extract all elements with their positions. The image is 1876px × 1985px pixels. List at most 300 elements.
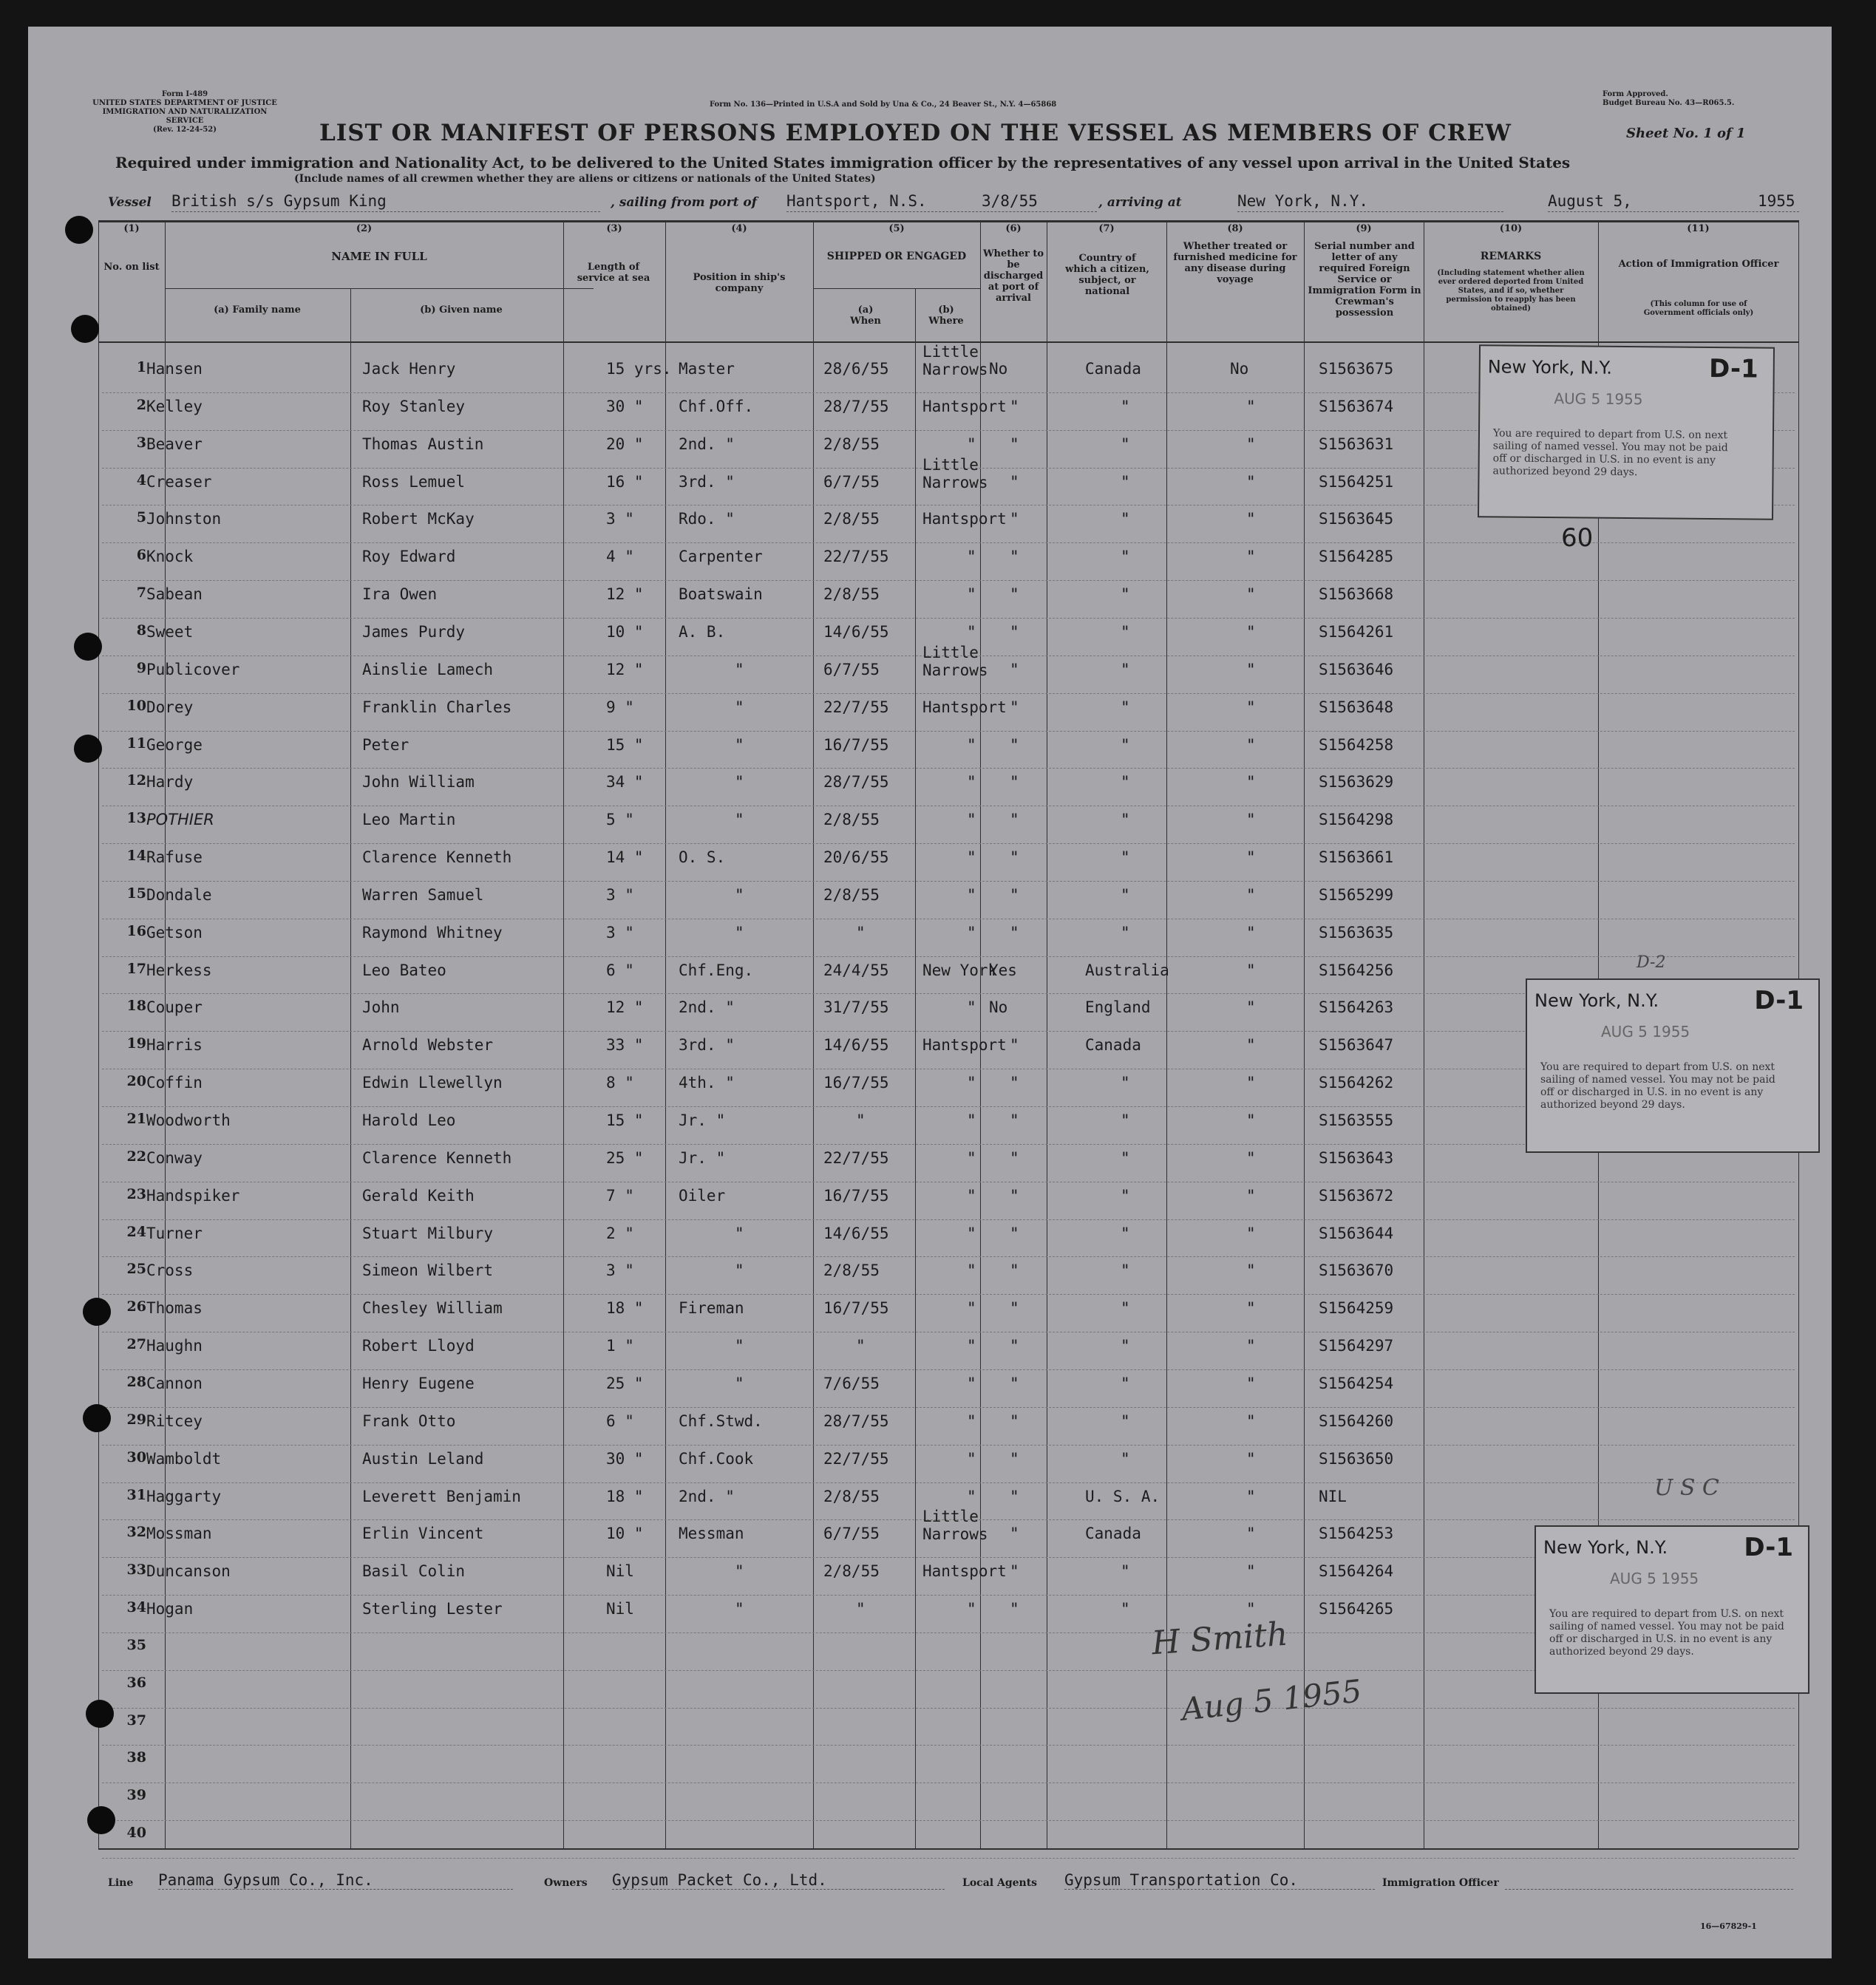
length-of-service: 7 " bbox=[606, 1186, 634, 1205]
country: " bbox=[1121, 1412, 1130, 1430]
position: Jr. " bbox=[679, 1148, 726, 1167]
country: " bbox=[1121, 1148, 1130, 1167]
position: Messman bbox=[679, 1525, 744, 1543]
row-number: 5 bbox=[136, 509, 146, 526]
row-number: 23 bbox=[126, 1185, 146, 1202]
shipped-where: " bbox=[967, 885, 976, 904]
discharged: Yes bbox=[989, 961, 1017, 979]
length-of-service: 1 " bbox=[606, 1337, 634, 1355]
page-subtitle-note: (Include names of all crewmen whether they are aliens or citizens or nationals of the United States) bbox=[294, 173, 876, 185]
row-number: 22 bbox=[126, 1148, 146, 1165]
medicine: " bbox=[1246, 1111, 1256, 1129]
country: " bbox=[1121, 660, 1130, 678]
shipped-when: 22/7/55 bbox=[823, 548, 889, 566]
shipped-when: " bbox=[856, 1600, 866, 1618]
medicine: " bbox=[1246, 1487, 1256, 1505]
header-length-of-service: Length of service at sea bbox=[577, 262, 650, 284]
country: " bbox=[1121, 1449, 1130, 1468]
row-number: 19 bbox=[126, 1035, 146, 1052]
row-number: 7 bbox=[136, 585, 146, 602]
row-number: 21 bbox=[126, 1111, 146, 1127]
position: " bbox=[735, 811, 744, 829]
family-name: Beaver bbox=[146, 435, 203, 453]
discharged: " bbox=[1010, 1074, 1019, 1092]
col-num-5: (5) bbox=[888, 223, 905, 234]
stamp-text: You are required to depart from U.S. on next sailing of named vessel. You may not be paid off or discharged in U.S. in no event is any authorized beyond 29 days. bbox=[1540, 1061, 1775, 1111]
discharged: " bbox=[1010, 1562, 1019, 1581]
row-divider bbox=[102, 843, 1795, 844]
discharged: " bbox=[1010, 1525, 1019, 1543]
position: 3rd. " bbox=[679, 1036, 735, 1055]
given-name: Robert McKay bbox=[362, 510, 475, 528]
row-number: 34 bbox=[126, 1599, 146, 1616]
family-name: Getson bbox=[146, 923, 203, 942]
given-name: Gerald Keith bbox=[362, 1186, 475, 1205]
discharged: " bbox=[1010, 885, 1019, 904]
discharged: " bbox=[1010, 1374, 1019, 1392]
row-divider bbox=[102, 542, 1795, 543]
shipped-when: 2/8/55 bbox=[823, 585, 880, 604]
owners-label: Owners bbox=[544, 1877, 588, 1889]
stamp-code: D-1 bbox=[1744, 1533, 1793, 1562]
arriving-port: New York, N.Y. bbox=[1237, 192, 1369, 210]
shipped-when: 2/8/55 bbox=[823, 885, 880, 904]
length-of-service: 18 " bbox=[606, 1487, 644, 1505]
punch-hole bbox=[83, 1298, 111, 1326]
row-number: 18 bbox=[126, 998, 146, 1015]
medicine: " bbox=[1246, 698, 1256, 716]
col-num-1: (1) bbox=[123, 223, 140, 234]
row-divider bbox=[102, 1745, 1795, 1746]
serial-number: S1563644 bbox=[1319, 1224, 1394, 1242]
medicine: " bbox=[1246, 1186, 1256, 1205]
printer-notice: Form No. 136—Printed in U.S.A and Sold by Una & Co., 24 Beaver St., N.Y. 4—65868 bbox=[710, 101, 1057, 109]
position: A. B. bbox=[679, 622, 726, 641]
country: " bbox=[1121, 548, 1130, 566]
medicine: " bbox=[1246, 660, 1256, 678]
row-number: 30 bbox=[126, 1448, 146, 1465]
discharged: " bbox=[1010, 1487, 1019, 1505]
country: " bbox=[1121, 397, 1130, 415]
page-subtitle: Required under immigration and Nationality Act, to be delivered to the United States immigration officer by the representatives of any vessel upon arrival in the United States bbox=[115, 154, 1571, 171]
family-name: Conway bbox=[146, 1148, 203, 1167]
medicine: " bbox=[1246, 1299, 1256, 1318]
shipped-where: Little Narrows bbox=[922, 643, 988, 679]
medicine: " bbox=[1246, 1074, 1256, 1092]
discharged: " bbox=[1010, 397, 1019, 415]
medicine: " bbox=[1246, 773, 1256, 791]
signature-date: Aug 5 1955 bbox=[1180, 1672, 1364, 1728]
position: " bbox=[735, 1562, 744, 1581]
medicine: " bbox=[1246, 1148, 1256, 1167]
serial-number: S1564265 bbox=[1319, 1600, 1394, 1618]
serial-number: S1563668 bbox=[1319, 585, 1394, 604]
medicine: " bbox=[1246, 735, 1256, 754]
medicine: " bbox=[1246, 998, 1256, 1017]
shipped-when: 14/6/55 bbox=[823, 622, 889, 641]
serial-number: S1564251 bbox=[1319, 472, 1394, 491]
shipped-when: 16/7/55 bbox=[823, 735, 889, 754]
shipped-when: 22/7/55 bbox=[823, 698, 889, 716]
given-name: Thomas Austin bbox=[362, 435, 484, 453]
medicine: " bbox=[1246, 585, 1256, 604]
family-name: Coffin bbox=[146, 1074, 203, 1092]
family-name: Wamboldt bbox=[146, 1449, 222, 1468]
given-name: Leverett Benjamin bbox=[362, 1487, 521, 1505]
position: " bbox=[735, 923, 744, 942]
position: " bbox=[735, 1600, 744, 1618]
country: " bbox=[1121, 1074, 1130, 1092]
shipped-when: 2/8/55 bbox=[823, 811, 880, 829]
row-divider bbox=[102, 580, 1795, 581]
shipped-when: 6/7/55 bbox=[823, 660, 880, 678]
row-divider bbox=[102, 1445, 1795, 1446]
shipped-when: 28/6/55 bbox=[823, 360, 889, 378]
serial-number: S1564297 bbox=[1319, 1337, 1394, 1355]
row-number: 9 bbox=[136, 659, 146, 676]
punch-hole bbox=[65, 216, 93, 244]
row-divider bbox=[102, 956, 1795, 957]
given-name: Clarence Kenneth bbox=[362, 1148, 512, 1167]
family-name: Couper bbox=[146, 998, 203, 1017]
serial-number: S1564298 bbox=[1319, 811, 1394, 829]
given-name: Simeon Wilbert bbox=[362, 1262, 494, 1280]
family-name: Woodworth bbox=[146, 1111, 231, 1129]
position: " bbox=[735, 1337, 744, 1355]
discharged: " bbox=[1010, 1224, 1019, 1242]
serial-number: S1563647 bbox=[1319, 1036, 1394, 1055]
given-name: Arnold Webster bbox=[362, 1036, 494, 1055]
country: " bbox=[1121, 1562, 1130, 1581]
row-number: 29 bbox=[126, 1411, 146, 1428]
medicine: " bbox=[1246, 923, 1256, 942]
row-divider bbox=[102, 693, 1795, 694]
col-num-11: (11) bbox=[1687, 223, 1710, 234]
family-name: Ritcey bbox=[146, 1412, 203, 1430]
row-number: 15 bbox=[126, 885, 146, 902]
stamp-text: You are required to depart from U.S. on next sailing of named vessel. You may not be paid off or discharged in U.S. in no event is any authorized beyond 29 days. bbox=[1492, 427, 1728, 479]
given-name: Harold Leo bbox=[362, 1111, 456, 1129]
handwritten-usc: U S C bbox=[1654, 1475, 1719, 1501]
length-of-service: 10 " bbox=[606, 1525, 644, 1543]
row-number: 1 bbox=[136, 359, 146, 375]
given-name: Robert Lloyd bbox=[362, 1337, 475, 1355]
service-name: IMMIGRATION AND NATURALIZATION SERVICE bbox=[102, 108, 268, 125]
shipped-when: 24/4/55 bbox=[823, 961, 889, 979]
medicine: " bbox=[1246, 961, 1256, 979]
form-header-left bbox=[89, 90, 281, 135]
row-number: 37 bbox=[126, 1712, 146, 1729]
header-given-name: (b) Given name bbox=[420, 304, 503, 316]
serial-number: S1563629 bbox=[1319, 773, 1394, 791]
header-when: (a) When bbox=[850, 304, 881, 327]
shipped-where: " bbox=[967, 1374, 976, 1392]
position: O. S. bbox=[679, 848, 726, 867]
length-of-service: 30 " bbox=[606, 397, 644, 415]
family-name: Kelley bbox=[146, 397, 203, 415]
position: Rdo. " bbox=[679, 510, 735, 528]
discharged: " bbox=[1010, 1186, 1019, 1205]
given-name: Roy Edward bbox=[362, 548, 456, 566]
given-name: Edwin Llewellyn bbox=[362, 1074, 503, 1092]
country: Australia bbox=[1085, 961, 1169, 979]
shipped-where: Little Narrows bbox=[922, 343, 988, 378]
length-of-service: 8 " bbox=[606, 1074, 634, 1092]
medicine: " bbox=[1246, 397, 1256, 415]
given-name: Roy Stanley bbox=[362, 397, 466, 415]
row-number: 3 bbox=[136, 434, 146, 451]
shipped-when: 2/8/55 bbox=[823, 1487, 880, 1505]
family-name: Hansen bbox=[146, 360, 203, 378]
position: Fireman bbox=[679, 1299, 744, 1318]
position: Chf.Stwd. bbox=[679, 1412, 763, 1430]
position: 2nd. " bbox=[679, 1487, 735, 1505]
length-of-service: 18 " bbox=[606, 1299, 644, 1318]
country: " bbox=[1121, 773, 1130, 791]
discharged: " bbox=[1010, 1449, 1019, 1468]
arrival-year: 1955 bbox=[1758, 192, 1795, 210]
row-number: 24 bbox=[126, 1223, 146, 1240]
family-name: Publicover bbox=[146, 660, 240, 678]
manifest-sheet bbox=[28, 27, 1832, 1958]
length-of-service: 3 " bbox=[606, 885, 634, 904]
row-number: 33 bbox=[126, 1562, 146, 1579]
length-of-service: 6 " bbox=[606, 961, 634, 979]
shipped-when: 22/7/55 bbox=[823, 1449, 889, 1468]
family-name: Creaser bbox=[146, 472, 212, 491]
serial-number: S1564263 bbox=[1319, 998, 1394, 1017]
shipped-where: " bbox=[967, 811, 976, 829]
serial-number: S1564285 bbox=[1319, 548, 1394, 566]
arrival-date: August 5, bbox=[1548, 192, 1632, 210]
family-name: POTHIER bbox=[146, 811, 214, 829]
position: " bbox=[735, 1374, 744, 1392]
country: " bbox=[1121, 923, 1130, 942]
shipped-when: " bbox=[856, 923, 866, 942]
row-divider bbox=[102, 1407, 1795, 1408]
row-divider bbox=[102, 618, 1795, 619]
serial-number: S1564262 bbox=[1319, 1074, 1394, 1092]
row-number: 4 bbox=[136, 471, 146, 488]
line-value: Panama Gypsum Co., Inc. bbox=[158, 1871, 373, 1889]
length-of-service: 6 " bbox=[606, 1412, 634, 1430]
discharged: " bbox=[1010, 622, 1019, 641]
family-name: Thomas bbox=[146, 1299, 203, 1318]
shipped-when: 31/7/55 bbox=[823, 998, 889, 1017]
immigration-stamp bbox=[1535, 1525, 1809, 1694]
family-name: Turner bbox=[146, 1224, 203, 1242]
serial-number: S1563648 bbox=[1319, 698, 1394, 716]
header-country: Country of which a citizen, subject, or national bbox=[1065, 253, 1149, 297]
row-number: 36 bbox=[126, 1674, 146, 1691]
sailing-from-label: , sailing from port of bbox=[611, 195, 758, 210]
col-num-9: (9) bbox=[1356, 223, 1372, 234]
arriving-label: , arriving at bbox=[1098, 195, 1182, 210]
position: Chf.Cook bbox=[679, 1449, 754, 1468]
row-divider bbox=[102, 768, 1795, 769]
immigration-stamp bbox=[1526, 978, 1820, 1153]
medicine: " bbox=[1246, 1562, 1256, 1581]
row-divider bbox=[102, 881, 1795, 882]
position: " bbox=[735, 735, 744, 754]
stamp-city: New York, N.Y. bbox=[1535, 990, 1659, 1011]
serial-number: S1563674 bbox=[1319, 397, 1394, 415]
shipped-where: " bbox=[967, 1600, 976, 1618]
header-family-name: (a) Family name bbox=[214, 304, 301, 316]
shipped-when: 2/8/55 bbox=[823, 1262, 880, 1280]
punch-hole bbox=[86, 1700, 114, 1728]
shipped-when: 14/6/55 bbox=[823, 1224, 889, 1242]
country: " bbox=[1121, 1186, 1130, 1205]
shipped-where: " bbox=[967, 1299, 976, 1318]
medicine: " bbox=[1246, 1600, 1256, 1618]
row-number: 16 bbox=[126, 922, 146, 939]
medicine: " bbox=[1246, 510, 1256, 528]
family-name: Knock bbox=[146, 548, 194, 566]
header-action: Action of Immigration Officer bbox=[1618, 259, 1779, 270]
position: 2nd. " bbox=[679, 435, 735, 453]
shipped-when: 16/7/55 bbox=[823, 1299, 889, 1318]
length-of-service: 25 " bbox=[606, 1374, 644, 1392]
shipped-when: 6/7/55 bbox=[823, 472, 880, 491]
given-name: Franklin Charles bbox=[362, 698, 512, 716]
header-name-in-full: NAME IN FULL bbox=[331, 250, 427, 263]
medicine: " bbox=[1246, 622, 1256, 641]
medicine: " bbox=[1246, 548, 1256, 566]
stamp-date: AUG 5 1955 bbox=[1601, 1023, 1690, 1041]
header-discharged: Whether to be discharged at port of arrival bbox=[982, 248, 1044, 304]
discharged: " bbox=[1010, 472, 1019, 491]
stamp-code: D-1 bbox=[1754, 986, 1804, 1015]
given-name: John William bbox=[362, 773, 475, 791]
position: Chf.Off. bbox=[679, 397, 754, 415]
country: " bbox=[1121, 622, 1130, 641]
medicine: No bbox=[1230, 360, 1249, 378]
row-divider bbox=[102, 731, 1795, 732]
header-remarks-note: (Including statement whether alien ever ordered deported from United States, and if so, whether permission to reapply has been obtained) bbox=[1437, 269, 1585, 313]
serial-number: S1563670 bbox=[1319, 1262, 1394, 1280]
country: " bbox=[1121, 435, 1130, 453]
serial-number: S1563635 bbox=[1319, 923, 1394, 942]
shipped-where: " bbox=[967, 1186, 976, 1205]
shipped-where: Hantsport bbox=[922, 397, 1007, 415]
header-list-number: No. on list bbox=[103, 262, 160, 273]
shipped-where: " bbox=[967, 1148, 976, 1167]
shipped-when: 28/7/55 bbox=[823, 1412, 889, 1430]
shipped-where: " bbox=[967, 622, 976, 641]
discharged: " bbox=[1010, 773, 1019, 791]
owners-value: Gypsum Packet Co., Ltd. bbox=[612, 1871, 827, 1889]
col-num-3: (3) bbox=[606, 223, 622, 234]
shipped-when: " bbox=[856, 1337, 866, 1355]
country: " bbox=[1121, 1224, 1130, 1242]
shipped-when: 22/7/55 bbox=[823, 1148, 889, 1167]
family-name: Dorey bbox=[146, 698, 194, 716]
given-name: Henry Eugene bbox=[362, 1374, 475, 1392]
serial-number: S1563675 bbox=[1319, 360, 1394, 378]
row-divider bbox=[102, 1820, 1795, 1821]
given-name: Erlin Vincent bbox=[362, 1525, 484, 1543]
length-of-service: 14 " bbox=[606, 848, 644, 867]
position: " bbox=[735, 698, 744, 716]
length-of-service: Nil bbox=[606, 1600, 634, 1618]
given-name: Basil Colin bbox=[362, 1562, 466, 1581]
discharged: " bbox=[1010, 848, 1019, 867]
length-of-service: 15 yrs. bbox=[606, 360, 672, 378]
family-name: Hogan bbox=[146, 1600, 194, 1618]
row-number: 31 bbox=[126, 1486, 146, 1503]
header-shipped-or-engaged: SHIPPED OR ENGAGED bbox=[826, 251, 967, 262]
country: " bbox=[1121, 1600, 1130, 1618]
country: " bbox=[1121, 698, 1130, 716]
page-title: LIST OR MANIFEST OF PERSONS EMPLOYED ON THE VESSEL AS MEMBERS OF CREW bbox=[319, 120, 1512, 146]
family-name: Cannon bbox=[146, 1374, 203, 1392]
position: Chf.Eng. bbox=[679, 961, 754, 979]
shipped-where: Hantsport bbox=[922, 510, 1007, 528]
length-of-service: 16 " bbox=[606, 472, 644, 491]
row-number: 26 bbox=[126, 1298, 146, 1315]
position: 3rd. " bbox=[679, 472, 735, 491]
form-code: 16—67829-1 bbox=[1700, 1921, 1757, 1931]
country: " bbox=[1121, 1299, 1130, 1318]
shipped-where: " bbox=[967, 1224, 976, 1242]
family-name: Mossman bbox=[146, 1525, 212, 1543]
serial-number: S1564261 bbox=[1319, 622, 1394, 641]
discharged: " bbox=[1010, 811, 1019, 829]
shipped-where: " bbox=[967, 1074, 976, 1092]
given-name: Frank Otto bbox=[362, 1412, 456, 1430]
col-num-8: (8) bbox=[1227, 223, 1243, 234]
country: Canada bbox=[1085, 1525, 1141, 1543]
shipped-where: " bbox=[967, 1337, 976, 1355]
shipped-where: " bbox=[967, 1487, 976, 1505]
length-of-service: 9 " bbox=[606, 698, 634, 716]
stamp-text: You are required to depart from U.S. on next sailing of named vessel. You may not be paid off or discharged in U.S. in no event is any authorized beyond 29 days. bbox=[1549, 1608, 1784, 1658]
shipped-where: " bbox=[967, 1111, 976, 1129]
medicine: " bbox=[1246, 472, 1256, 491]
shipped-when: 2/8/55 bbox=[823, 435, 880, 453]
handwritten-d2: D-2 bbox=[1637, 953, 1666, 972]
length-of-service: 20 " bbox=[606, 435, 644, 453]
punch-hole bbox=[87, 1806, 115, 1834]
medicine: " bbox=[1246, 1374, 1256, 1392]
shipped-where: " bbox=[967, 585, 976, 604]
discharged: " bbox=[1010, 585, 1019, 604]
serial-number: S1563555 bbox=[1319, 1111, 1394, 1129]
family-name: Hardy bbox=[146, 773, 194, 791]
shipped-where: " bbox=[967, 435, 976, 453]
row-number: 2 bbox=[136, 396, 146, 413]
position: Master bbox=[679, 360, 735, 378]
row-number: 20 bbox=[126, 1073, 146, 1090]
position: " bbox=[735, 773, 744, 791]
given-name: Ira Owen bbox=[362, 585, 438, 604]
discharged: " bbox=[1010, 510, 1019, 528]
shipped-when: 2/8/55 bbox=[823, 510, 880, 528]
row-number: 10 bbox=[126, 697, 146, 714]
given-name: Leo Bateo bbox=[362, 961, 446, 979]
row-number: 27 bbox=[126, 1336, 146, 1353]
length-of-service: 12 " bbox=[606, 660, 644, 678]
length-of-service: 30 " bbox=[606, 1449, 644, 1468]
sailing-from-port: Hantsport, N.S. bbox=[786, 192, 927, 210]
family-name: Herkess bbox=[146, 961, 212, 979]
row-number: 13 bbox=[126, 810, 146, 827]
vessel-name: British s/s Gypsum King bbox=[171, 192, 387, 210]
serial-number: S1565299 bbox=[1319, 885, 1394, 904]
serial-number: S1563631 bbox=[1319, 435, 1394, 453]
row-number: 40 bbox=[126, 1825, 146, 1842]
